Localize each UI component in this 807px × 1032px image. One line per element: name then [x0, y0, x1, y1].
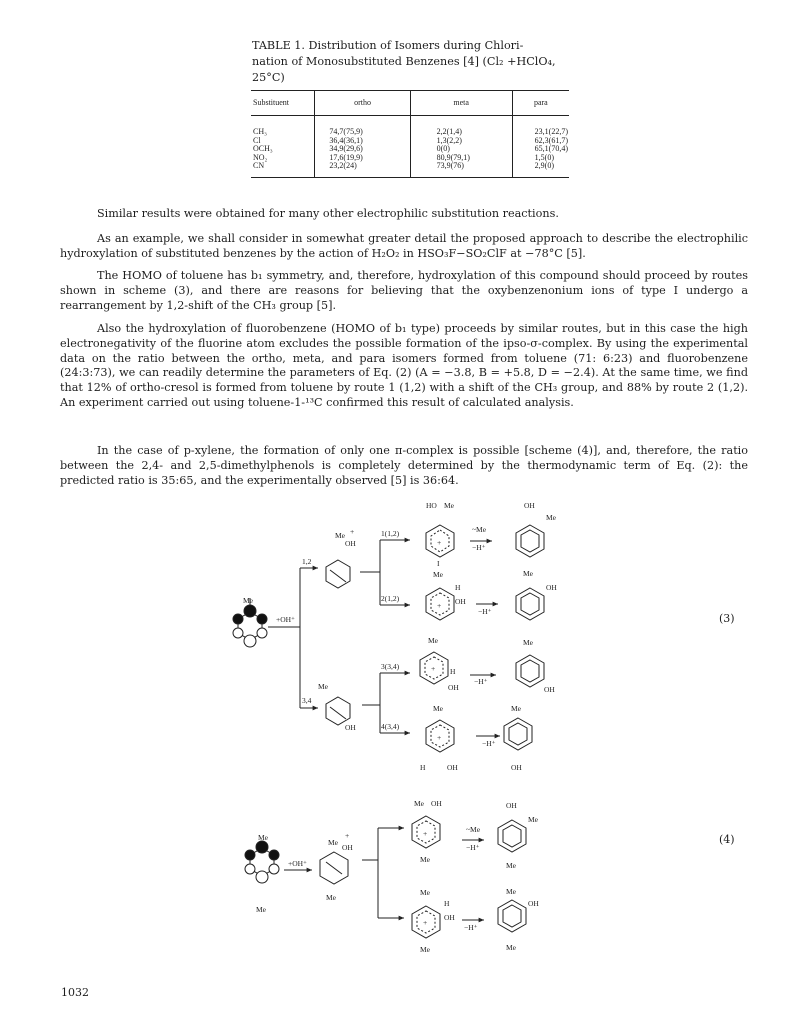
table-cell: 80,9(79,1): [436, 152, 470, 162]
route-label: 1,2: [302, 557, 312, 566]
table-header-cell: meta: [410, 91, 512, 116]
oh-label: OH: [544, 685, 555, 694]
table-cell: 2,9(0): [534, 161, 554, 171]
table-cell: 36,4(36,1): [329, 135, 363, 145]
me-label: Me: [318, 682, 328, 691]
path-label: 2(1,2): [381, 594, 400, 603]
oh-label: OH: [444, 913, 455, 922]
oh-label: OH: [528, 899, 539, 908]
minus-h-label: −H⁺: [472, 543, 486, 552]
scheme-number: (4): [719, 833, 735, 846]
table-cell: CN: [253, 161, 265, 171]
ion-label: I: [437, 559, 440, 568]
table-cell: 74,7(75,9): [329, 127, 363, 136]
scheme-number: (3): [719, 612, 735, 625]
minus-h-label: −H⁺: [464, 923, 478, 932]
oh-label: OH: [345, 723, 356, 732]
table-cell: 65,1(70,4): [534, 144, 568, 154]
table-header-cell: ortho: [315, 91, 410, 116]
reagent-label: +OH⁺: [276, 615, 296, 624]
plus-label: +: [437, 733, 442, 742]
table-cell: OCH₃: [253, 144, 273, 154]
table-cell: 62,3(61,7): [534, 135, 568, 145]
me-label: Me: [420, 888, 430, 897]
me-label: Me: [328, 838, 338, 847]
path-label: 4(3,4): [381, 722, 400, 731]
me-label: Me: [546, 513, 556, 522]
me-label: Me: [523, 638, 533, 647]
shift-label: ~Me: [466, 825, 481, 834]
me-label: Me: [414, 799, 424, 808]
table-cell: 73,9(76): [436, 161, 464, 171]
paragraph: As an example, we shall consider in somewhat greater detail the proposed approach to describe the electrophilic hydroxylation of substituted benzenes by the action of H₂O₂ in HSO₃F−SO₂ClF at −78°C [5].: [60, 232, 748, 260]
me-label: Me: [511, 704, 521, 713]
table-cell: 1,3(2,2): [436, 135, 462, 145]
minus-h-label: −H⁺: [466, 843, 480, 852]
table-cell: CH₃: [253, 127, 267, 136]
table-cell: 23,2(24): [329, 161, 357, 171]
page-number: 1032: [61, 986, 89, 999]
oh-label: OH: [447, 763, 458, 772]
h-label: H: [450, 667, 456, 676]
oh-label: OH: [511, 763, 522, 772]
plus-label: +: [345, 831, 350, 840]
table-cell: 2,2(1,4): [436, 127, 462, 136]
minus-h-label: −H⁺: [482, 739, 496, 748]
plus-label: +: [423, 829, 428, 838]
paragraph: Also the hydroxylation of fluorobenzene (HOMO of b₁ type) proceeds by similar routes, but in this case the high electronegativity of the fluorine atom excludes the possible formation of the ipso-σ-complex. By using the experimental data on the ratio between the ortho, meta, and para isomers formed from toluene (71: 6:23) and fluorobenzene (24:3:73), we can readily determine the parameters of Eq. (2) (A = −3.8, B = +5.8, D = −2.4). At the same time, we find that 12% of ortho-cresol is formed from toluene by route 1 (1,2) with a shift of the CH₃ group, and 88% by route 2 (1,2). An experiment carried out using toluene-1-¹³C confirmed this result of calculated analysis.: [60, 322, 748, 409]
oh-label: OH: [345, 539, 356, 548]
table-cell: 0(0): [436, 144, 450, 154]
minus-h-label: −H⁺: [478, 607, 492, 616]
plus-label: +: [423, 918, 428, 927]
table-cell: 23,1(22,7): [534, 127, 568, 136]
oh-label: OH: [448, 683, 459, 692]
oh-label: OH: [431, 799, 442, 808]
me-label: Me: [420, 855, 430, 864]
paragraph: In the case of p-xylene, the formation of only one π-complex is possible [scheme (4)], and, therefore, the ratio between the 2,4- and 2,5-dimethylphenols is completely determined by the thermodynamic term of Eq. (2): the predicted ratio is 35:65, and the experimentally observed [5] is 36:64.: [60, 444, 748, 487]
table-caption-line: nation of Monosubstituted Benzenes [4] (Cl₂ +HClO₄,: [252, 55, 556, 68]
table-cell: 17,6(19,9): [329, 152, 363, 162]
me-label: Me: [243, 596, 253, 605]
table-caption-line: TABLE 1. Distribution of Isomers during Chlori-: [252, 39, 524, 52]
oh-label: OH: [455, 597, 466, 606]
paragraph: Similar results were obtained for many other electrophilic substitution reactions.: [97, 207, 559, 220]
plus-label: +: [350, 527, 355, 536]
table-cell: 1,5(0): [534, 152, 554, 162]
me-label: Me: [335, 531, 345, 540]
me-label: Me: [258, 833, 268, 842]
minus-h-label: −H⁺: [474, 677, 488, 686]
h-label: H: [420, 763, 426, 772]
table-cell: 34,9(29,6): [329, 144, 363, 154]
oh-label: OH: [342, 843, 353, 852]
paragraph: The HOMO of toluene has b₁ symmetry, and, therefore, hydroxylation of this compound should proceed by routes shown in scheme (3), and there are reasons for believing that the oxybenzenonium ions of type I undergo a rearrangement by 1,2-shift of the CH₃ group [5].: [60, 269, 748, 312]
me-label: Me: [506, 861, 516, 870]
table-caption-line: 25°C): [252, 71, 285, 84]
table-cell: NO₂: [253, 152, 268, 162]
xylene-orbital-diagram: [245, 841, 279, 883]
path-label: 1(1,2): [381, 529, 400, 538]
me-label: Me: [428, 636, 438, 645]
me-label: Me: [444, 501, 454, 510]
me-label: Me: [433, 570, 443, 579]
plus-label: +: [431, 664, 436, 673]
oh-label: OH: [506, 801, 517, 810]
h-label: H: [455, 583, 461, 592]
table-header-cell: Substituent: [251, 91, 315, 116]
table-cell: Cl: [253, 135, 261, 145]
me-label: Me: [528, 815, 538, 824]
me-label: Me: [506, 887, 516, 896]
route-label: 3,4: [302, 696, 312, 705]
oh-label: OH: [546, 583, 557, 592]
me-label: Me: [420, 945, 430, 954]
oh-label: OH: [524, 501, 535, 510]
shift-label: ~Me: [472, 525, 487, 534]
me-label: Me: [506, 943, 516, 952]
reagent-label: +OH⁺: [288, 859, 308, 868]
me-label: Me: [523, 569, 533, 578]
ho-label: HO: [426, 501, 437, 510]
plus-label: +: [437, 538, 442, 547]
toluene-orbital-diagram: [233, 598, 267, 647]
table-header-cell: para: [512, 91, 569, 116]
me-label: Me: [256, 905, 266, 914]
plus-label: +: [437, 601, 442, 610]
h-label: H: [444, 899, 450, 908]
me-label: Me: [433, 704, 443, 713]
path-label: 3(3,4): [381, 662, 400, 671]
me-label: Me: [326, 893, 336, 902]
